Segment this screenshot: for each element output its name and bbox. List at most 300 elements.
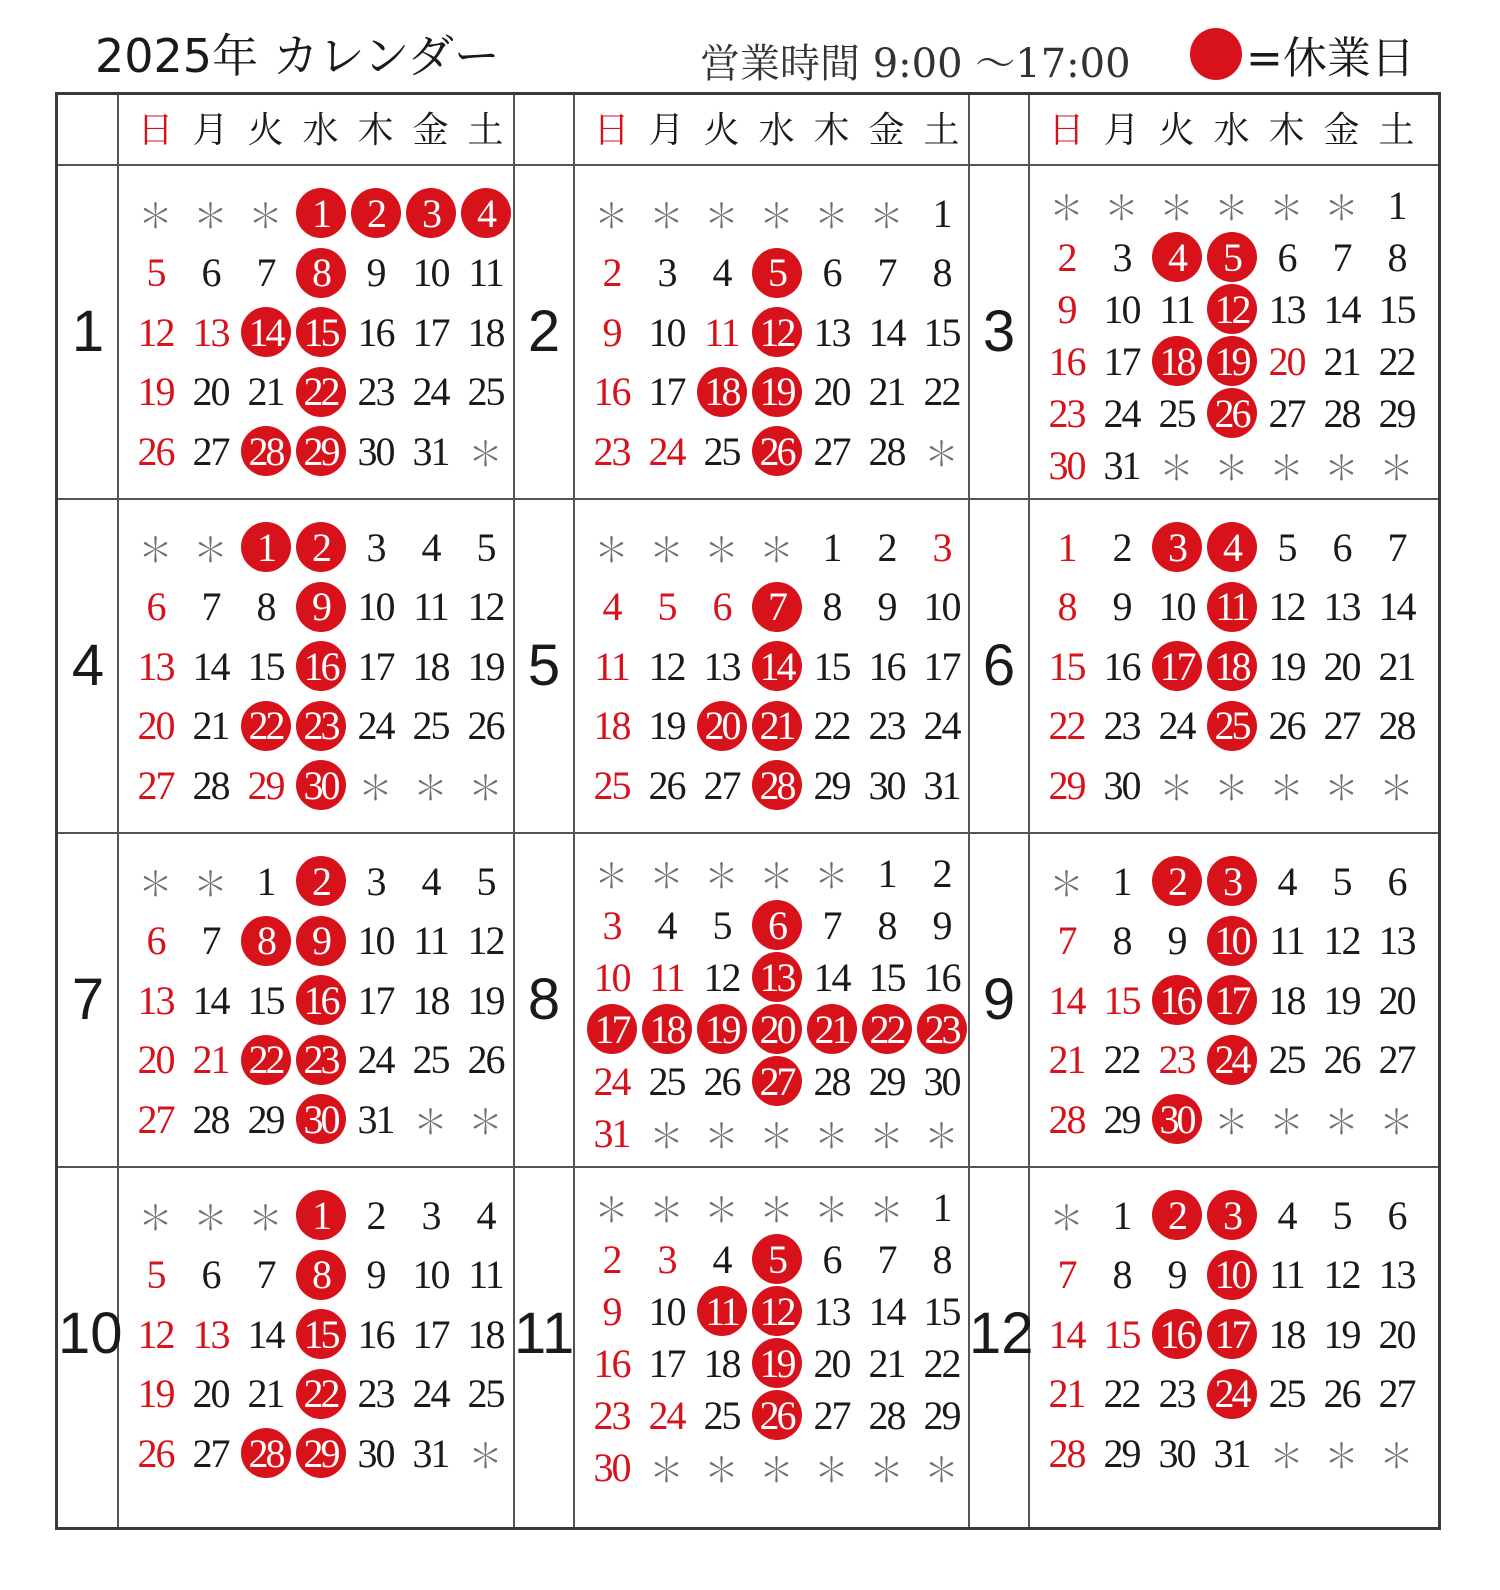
week-row [128,1249,513,1301]
weekday-label: 月 [648,110,685,151]
day: 18 [703,1340,740,1386]
week-row [584,1181,969,1233]
week-row [584,1389,969,1441]
closed-day-badge: 29 [296,426,346,476]
weekday-label: 土 [1378,110,1415,151]
holiday-day: 16 [593,1340,630,1386]
empty-day: ＊ [1049,188,1084,229]
day: 25 [648,1058,685,1104]
empty-day: ＊ [413,768,448,809]
day: 14 [1323,286,1360,332]
closed-day-badge: 7 [752,582,802,632]
day: 12 [648,643,685,689]
closed-day [749,640,804,692]
day: 7 [256,1252,275,1297]
day: 21 [868,369,905,414]
empty-day: ＊ [1159,448,1194,489]
month-number: 4 [71,633,105,698]
closed-day-badge: 28 [241,426,291,476]
week-row [128,581,513,633]
day: 29 [868,1058,905,1104]
week-row [128,855,513,907]
closed-day-badge: 19 [1207,336,1257,386]
day: 20 [1378,977,1415,1023]
week-row [1039,1249,1424,1301]
closed-day-badge: 2 [296,856,346,906]
empty-day: ＊ [1324,448,1359,489]
day: 5 [1332,858,1351,904]
day: 17 [357,643,394,689]
day: 29 [1103,1096,1140,1142]
holiday-day: 13 [137,977,174,1023]
day: 13 [1323,584,1360,629]
closed-day-badge: 30 [296,1094,346,1144]
day: 20 [192,1371,229,1416]
day: 21 [1323,338,1360,384]
closed-day [1204,521,1259,573]
closed-day-badge: 12 [752,307,802,357]
closed-day-badge: 29 [296,1428,346,1478]
empty-day: ＊ [594,856,629,897]
day: 9 [877,584,896,629]
holiday-day: 20 [1268,338,1305,384]
day: 24 [1158,703,1195,748]
day: 23 [1103,703,1140,748]
week-row [1039,1368,1424,1420]
closed-day [403,187,458,239]
weekday-label: 水 [302,110,339,151]
day: 28 [1378,703,1415,748]
weekday-label: 日 [1048,110,1085,151]
closed-day-badge: 20 [697,701,747,751]
week-row [584,1441,969,1493]
day: 10 [648,1288,685,1334]
week-row [128,366,513,418]
day: 4 [712,250,731,295]
closed-day [1149,1093,1204,1145]
day: 29 [1378,390,1415,436]
business-hours: 営業時間 9:00 ～17:00 [700,41,1131,87]
day: 16 [1103,643,1140,689]
closed-day-badge: 16 [1152,1309,1202,1359]
holiday-day: 20 [137,1037,174,1082]
closed-day [749,759,804,811]
week-row [1039,231,1424,283]
week-row [1039,640,1424,692]
day: 6 [1332,524,1351,570]
closed-day [749,581,804,633]
holiday-day: 30 [1048,442,1085,488]
weekday-label: 土 [467,110,504,151]
closed-day-badge: 8 [241,916,291,966]
empty-day: ＊ [248,196,283,237]
day: 25 [467,1371,504,1416]
closed-day [238,521,293,573]
day: 20 [813,369,850,414]
closed-day [1204,640,1259,692]
holiday-day: 4 [602,584,621,629]
empty-day: ＊ [1379,1436,1414,1477]
month-days [1039,1189,1424,1479]
day: 8 [932,250,951,295]
day: 26 [467,1037,504,1082]
closed-day-badge: 22 [296,1369,346,1419]
closed-day [1149,1308,1204,1360]
holiday-day: 24 [648,1392,685,1438]
day: 28 [192,1096,229,1142]
day: 30 [1103,762,1140,808]
day: 11 [1269,918,1304,963]
day: 19 [467,643,504,689]
closed-day [749,1055,804,1107]
week-row [128,1189,513,1241]
month-days [584,521,969,811]
month-number: 9 [982,967,1016,1032]
day: 25 [1268,1037,1305,1082]
closed-day [749,1233,804,1285]
closed-day-badge: 1 [296,1190,346,1240]
weekday-label: 木 [357,110,394,151]
closed-day [749,366,804,418]
holiday-day: 9 [602,1288,621,1334]
closed-day-badge: 15 [296,307,346,357]
closed-day [238,1427,293,1479]
month-days [584,847,969,1157]
day: 7 [877,1236,896,1282]
week-row [128,521,513,573]
day: 12 [1323,918,1360,963]
empty-day: ＊ [704,196,739,237]
week-row [1039,335,1424,387]
closed-day [1204,231,1259,283]
day: 31 [923,762,960,808]
week-row [1039,179,1424,231]
holiday-day: 20 [137,703,174,748]
holiday-day: 9 [1057,286,1076,332]
empty-day: ＊ [413,1102,448,1143]
week-row [1039,1308,1424,1360]
day: 4 [712,1236,731,1282]
closed-day [749,306,804,358]
holiday-day: 27 [137,762,174,808]
day: 1 [932,190,951,236]
day: 25 [1268,1371,1305,1416]
week-row [128,1034,513,1086]
closed-day [694,1285,749,1337]
day: 25 [703,1392,740,1438]
empty-day: ＊ [594,196,629,237]
week-row [128,759,513,811]
empty-day: ＊ [759,530,794,571]
closed-day [1204,581,1259,633]
day: 14 [868,309,905,355]
holiday-day: 15 [1103,1311,1140,1357]
holiday-day: 28 [1048,1096,1085,1142]
weekday-label: 日 [137,110,174,151]
empty-day: ＊ [649,856,684,897]
closed-day [293,640,348,692]
day: 11 [468,250,503,295]
holiday-day: 14 [1048,977,1085,1023]
closed-day-badge: 19 [752,1338,802,1388]
day: 10 [1158,584,1195,629]
week-row [584,366,969,418]
closed-day-badge: 5 [752,248,802,298]
day: 22 [1103,1037,1140,1082]
week-row [584,425,969,477]
month-number: 12 [969,1301,1034,1366]
empty-day: ＊ [594,530,629,571]
closed-day [1204,1034,1259,1086]
empty-day: ＊ [814,196,849,237]
day: 17 [357,977,394,1023]
holiday-day: 21 [192,1037,229,1082]
closed-day-badge: 21 [752,701,802,751]
day: 26 [1323,1371,1360,1416]
empty-day: ＊ [869,196,904,237]
empty-day: ＊ [138,530,173,571]
closed-day-badge: 30 [296,760,346,810]
holiday-day: 12 [137,309,174,355]
day: 26 [467,703,504,748]
closed-day-badge: 17 [587,1004,637,1054]
holiday-day: 2 [602,1236,621,1282]
holiday-day: 8 [1057,584,1076,629]
day: 10 [412,250,449,295]
day: 26 [1268,703,1305,748]
day: 27 [1378,1371,1415,1416]
weekday-label: 月 [1103,110,1140,151]
day: 21 [247,369,284,414]
holiday-day: 15 [1048,643,1085,689]
day: 11 [468,1252,503,1297]
day: 24 [412,1371,449,1416]
closed-day-badge: 12 [752,1286,802,1336]
empty-day: ＊ [468,768,503,809]
empty-day: ＊ [704,1450,739,1491]
empty-day: ＊ [704,856,739,897]
empty-day: ＊ [814,856,849,897]
closed-day [293,425,348,477]
holiday-day: 5 [657,584,676,629]
closed-day-badge: 11 [1207,582,1257,632]
week-row [584,899,969,951]
closed-day-badge: 11 [697,1286,747,1336]
closed-day [1204,1368,1259,1420]
day: 10 [357,918,394,963]
closed-day [1149,640,1204,692]
day: 2 [366,1192,385,1238]
closed-day-badge: 14 [752,641,802,691]
day: 18 [467,1311,504,1357]
holiday-day: 7 [1057,1252,1076,1297]
day: 16 [357,309,394,355]
month-number: 2 [527,299,561,364]
closed-day-badge: 22 [296,367,346,417]
day: 13 [813,309,850,355]
calendar-title: 2025年 カレンダー [95,29,500,83]
day: 14 [192,643,229,689]
week-row [128,247,513,299]
day: 3 [366,524,385,570]
holiday-day: 6 [146,918,165,963]
week-row [128,425,513,477]
day: 22 [813,703,850,748]
day: 27 [1323,703,1360,748]
day: 14 [247,1311,284,1357]
holiday-day: 5 [146,250,165,295]
empty-day: ＊ [193,1198,228,1239]
week-row [584,1285,969,1337]
empty-day: ＊ [594,1190,629,1231]
month-days [128,1189,513,1479]
day: 15 [923,309,960,355]
day: 8 [822,584,841,629]
day: 30 [357,428,394,474]
day: 27 [813,428,850,474]
holiday-day: 13 [192,1311,229,1357]
week-row [128,1093,513,1145]
holiday-day: 23 [1158,1037,1195,1082]
holiday-day: 11 [704,309,739,355]
day: 31 [412,428,449,474]
row-divider [58,498,1438,500]
day: 17 [648,1340,685,1386]
empty-day: ＊ [358,768,393,809]
day: 30 [357,1430,394,1476]
empty-day: ＊ [1324,1436,1359,1477]
empty-day: ＊ [138,196,173,237]
closed-day-badge: 13 [752,952,802,1002]
empty-day: ＊ [649,530,684,571]
day: 6 [1387,858,1406,904]
day: 4 [657,902,676,948]
closed-day [293,187,348,239]
closed-day [238,915,293,967]
holiday-day: 16 [593,369,630,414]
day: 3 [657,250,676,295]
day: 12 [467,918,504,963]
week-row [1039,1427,1424,1479]
closed-day [1204,855,1259,907]
closed-day-badge: 4 [461,188,511,238]
day: 12 [467,584,504,629]
day: 13 [1378,918,1415,963]
holiday-day: 18 [593,703,630,748]
closed-day [293,366,348,418]
closed-day [293,521,348,573]
week-row [128,974,513,1026]
day: 2 [1112,524,1131,570]
holiday-day: 3 [932,524,951,570]
empty-day: ＊ [1049,1198,1084,1239]
day: 23 [357,1371,394,1416]
holiday-day: 5 [146,1252,165,1297]
day: 24 [923,703,960,748]
weekday-label: 火 [247,110,284,151]
empty-day: ＊ [704,1190,739,1231]
empty-day: ＊ [1159,188,1194,229]
closed-day [293,974,348,1026]
closed-day [238,306,293,358]
month-number: 7 [71,967,105,1032]
weekday-header [1039,95,1424,167]
empty-day: ＊ [1214,1102,1249,1143]
closed-day-badge: 3 [1207,1190,1257,1240]
day: 1 [822,524,841,570]
empty-day: ＊ [759,196,794,237]
closed-day-badge: 18 [1152,336,1202,386]
day: 27 [703,762,740,808]
day: 27 [813,1392,850,1438]
day: 13 [1378,1252,1415,1297]
closed-day-badge: 30 [1152,1094,1202,1144]
day: 11 [413,918,448,963]
day: 23 [357,369,394,414]
empty-day: ＊ [193,196,228,237]
empty-day: ＊ [1379,448,1414,489]
closed-day [293,1368,348,1420]
day: 13 [813,1288,850,1334]
month-days [1039,521,1424,811]
closed-day-badge: 15 [296,1309,346,1359]
closed-day [293,306,348,358]
day: 14 [192,977,229,1023]
closed-day-badge: 5 [752,1234,802,1284]
month-number: 6 [982,633,1016,698]
calendar-grid [55,92,1441,1530]
week-row [584,581,969,633]
closed-day [749,1003,804,1055]
day: 19 [1268,643,1305,689]
closed-day [1149,855,1204,907]
closed-day-badge: 1 [296,188,346,238]
day: 18 [412,977,449,1023]
day: 8 [1387,234,1406,280]
empty-day: ＊ [814,1190,849,1231]
day: 8 [256,584,275,629]
closed-day [749,951,804,1003]
holiday-day: 21 [1048,1037,1085,1082]
closed-day-badge: 19 [752,367,802,417]
empty-day: ＊ [759,1450,794,1491]
holiday-day: 26 [137,1430,174,1476]
day: 6 [1277,234,1296,280]
day: 6 [822,1236,841,1282]
empty-day: ＊ [649,1450,684,1491]
closed-day-badge: 20 [752,1004,802,1054]
day: 16 [868,643,905,689]
week-row [584,1055,969,1107]
holiday-day: 12 [137,1311,174,1357]
closed-day-badge: 28 [752,760,802,810]
day: 19 [648,703,685,748]
week-row [1039,1034,1424,1086]
closed-day [293,1189,348,1241]
week-row [128,700,513,752]
empty-day: ＊ [1269,1102,1304,1143]
day: 10 [357,584,394,629]
day: 21 [1378,643,1415,689]
week-row [128,1427,513,1479]
day: 6 [201,1252,220,1297]
closed-day-badge: 26 [1207,388,1257,438]
day: 21 [247,1371,284,1416]
day: 28 [813,1058,850,1104]
week-row [1039,387,1424,439]
day: 17 [923,643,960,689]
day: 19 [1323,977,1360,1023]
